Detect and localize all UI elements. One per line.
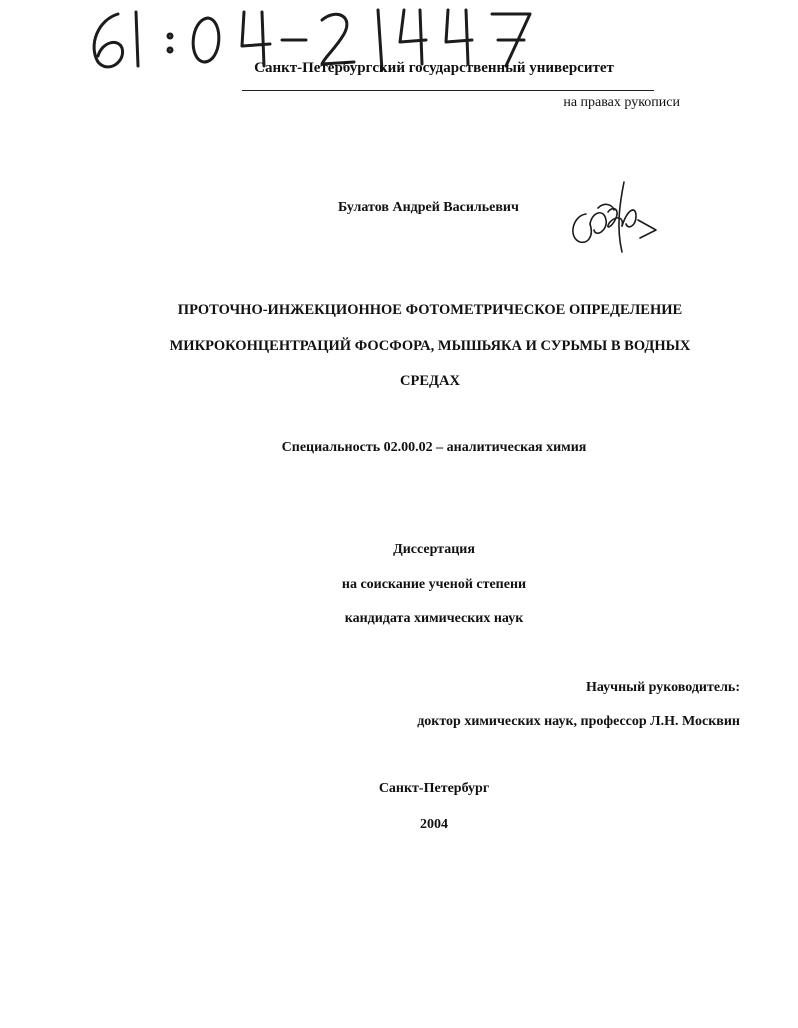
degree-line-3: кандидата химических наук <box>344 611 524 626</box>
degree-line-2: на соискание ученой степени <box>341 577 527 592</box>
author-name: Булатов Андрей Васильевич <box>338 200 519 215</box>
city: Санкт-Петербург <box>378 781 490 796</box>
year: 2004 <box>420 817 448 832</box>
degree-line-1: Диссертация <box>393 542 475 557</box>
dissertation-title-line-2: МИКРОКОНЦЕНТРАЦИЙ ФОСФОРА, МЫШЬЯКА И СУРЬМЫ В ВОДНЫХ <box>169 338 691 354</box>
supervisor-name: доктор химических наук, профессор Л.Н. Москвин <box>417 714 740 729</box>
author-signature <box>564 172 664 258</box>
dissertation-title-line-1: ПРОТОЧНО-ИНЖЕКЦИОННОЕ ФОТОМЕТРИЧЕСКОЕ ОПРЕДЕЛЕНИЕ <box>177 302 683 318</box>
manuscript-rights-note: на правах рукописи <box>563 95 680 110</box>
supervisor-label: Научный руководитель: <box>586 680 740 695</box>
specialty: Специальность 02.00.02 – аналитическая химия <box>281 440 587 455</box>
university-name: Санкт-Петербургский государственный университет <box>254 60 614 76</box>
header-rule <box>242 90 654 91</box>
dissertation-title-line-3: СРЕДАХ <box>400 373 460 389</box>
